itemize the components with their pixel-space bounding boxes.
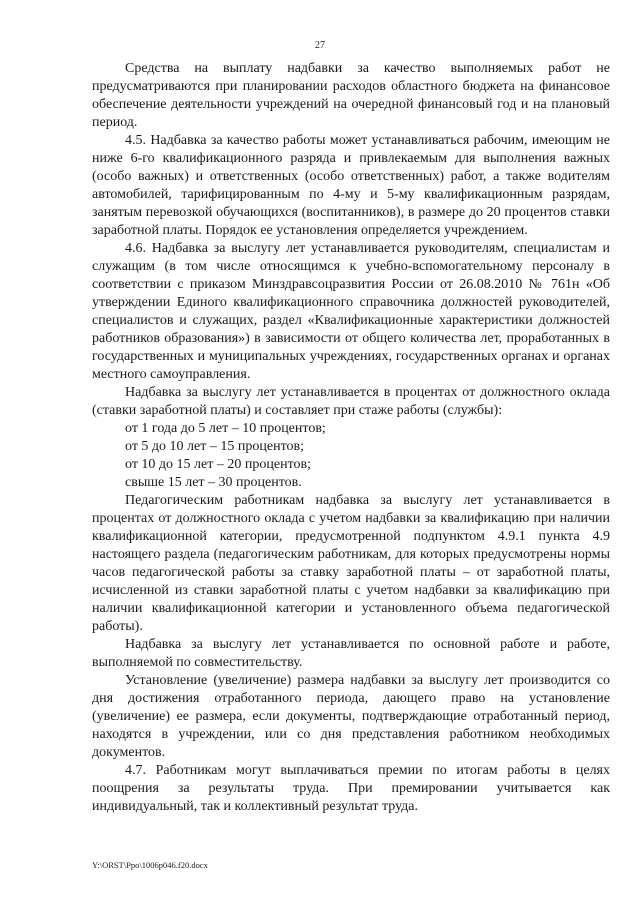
paragraph-pedagogical: Педагогическим работникам надбавка за выслугу лет устанавливается в процентах от должностного оклада с учетом надбавки за квалификацию при наличии квалификационной категории, предусмотренной подпунктом 4.9.1 пункта 4.9 настоящего раздела (педагогическим работникам, для которых предусмотрены нормы часов педагогической работы за ставку заработной платы – от заработной платы, исчисленной из ставки заработной платы с учетом надбавки за квалификацию при наличии квалификационной категории и установленного объема педагогической работы). [92, 493, 610, 634]
paragraph-4-5: 4.5. Надбавка за качество работы может устанавливаться рабочим, имеющим не ниже 6-го квалификационного разряда и привлекаемым для выполнения важных (особо важных) и ответственных (особо ответственных) работ, а также водителям автомобилей, тарифицированным по 4-му и 5-му квалификационным разрядам, занятым перевозкой обучающихся (воспитанников), в размере до 20 процентов ставки заработной платы. Порядок ее установления определяется учреждением. [92, 133, 610, 238]
paragraph-seniority-rates: Надбавка за выслугу лет устанавливается в процентах от должностного оклада (ставки заработной платы) и составляет при стаже работы (службы): [92, 385, 610, 418]
list-item: от 5 до 10 лет – 15 процентов; [125, 439, 304, 454]
page-number: 27 [315, 40, 325, 51]
paragraph-part-time: Надбавка за выслугу лет устанавливается по основной работе и работе, выполняемой по совместительству. [92, 637, 610, 670]
paragraph-4-6: 4.6. Надбавка за выслугу лет устанавливается руководителям, специалистам и служащим (в том числе относящимся к учебно-вспомогательному персоналу в соответствии с приказом Минздравсоцразвития России от 26.08.2010 № 761н «Об утверждении Единого квалификационного справочника должностей руководителей, специалистов и служащих, раздел «Квалификационные характеристики должностей работников образования») в зависимости от общего количества лет, проработанных в государственных и муниципальных учреждениях, государственных органах и органах местного самоуправления. [92, 241, 610, 382]
list-item: от 1 года до 5 лет – 10 процентов; [125, 421, 326, 436]
list-item: свыше 15 лет – 30 процентов. [125, 475, 302, 490]
footer-file-path: Y:\ORST\Ppo\1006p046.f20.docx [92, 860, 208, 870]
paragraph-4-7: 4.7. Работникам могут выплачиваться премии по итогам работы в целях поощрения за результаты труда. При премировании учитывается как индивидуальный, так и коллективный результат труда. [92, 763, 610, 814]
paragraph-funding: Средства на выплату надбавки за качество выполняемых работ не предусматриваются при планировании расходов областного бюджета на финансовое обеспечение деятельности учреждений на очередной финансовый год и на плановый период. [92, 61, 610, 130]
document-body [92, 60, 610, 816]
list-item: от 10 до 15 лет – 20 процентов; [125, 457, 311, 472]
paragraph-establishment: Установление (увеличение) размера надбавки за выслугу лет производится со дня достижения отработанного периода, дающего право на установление (увеличение) ее размера, если документы, подтверждающие отработанный период, находятся в учреждении, или со дня представления работником необходимых документов. [92, 673, 610, 760]
